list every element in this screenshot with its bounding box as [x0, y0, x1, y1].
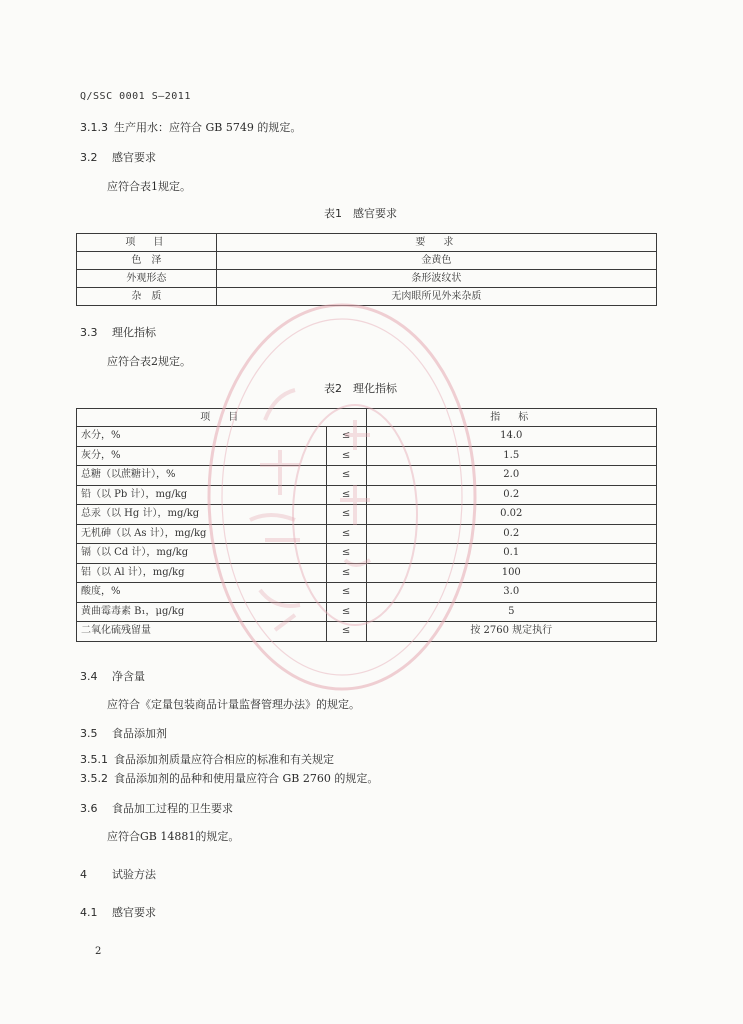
- table-cell: 铅（以 Pb 计），mg/kg: [77, 485, 327, 505]
- table1-caption: 表1 感官要求: [324, 207, 397, 220]
- table-row: [77, 288, 657, 306]
- clause-heading: 食品加工过程的卫生要求: [112, 802, 233, 815]
- table-cell: 外观形态: [77, 270, 217, 288]
- clause-text: 食品添加剂质量应符合相应的标准和有关规定: [114, 753, 334, 766]
- clause-number: 3.2: [80, 151, 98, 164]
- table-cell: 2.0: [366, 466, 656, 486]
- clause-3-1-3: [80, 121, 301, 135]
- clause-heading: 理化指标: [112, 326, 156, 339]
- clause-3-4-body: 应符合《定量包装商品计量监督管理办法》的规定。: [107, 698, 360, 711]
- clause-number: 3.5.1: [80, 753, 108, 766]
- table-row: [77, 563, 657, 583]
- table-cell: 14.0: [366, 427, 656, 447]
- physicochemical-table: [76, 408, 657, 642]
- table-row: [77, 583, 657, 603]
- clause-number: 3.3: [80, 326, 98, 339]
- table-cell: 灰分，%: [77, 446, 327, 466]
- clause-3-2-body: 应符合表1规定。: [107, 180, 191, 193]
- clause-heading: 试验方法: [112, 868, 156, 881]
- table-row: [77, 446, 657, 466]
- table-header-cell: 项 目: [77, 234, 217, 252]
- clause-heading: 感官要求: [112, 906, 156, 919]
- table-cell: 铝（以 Al 计），mg/kg: [77, 563, 327, 583]
- table-cell: 按 2760 规定执行: [366, 622, 656, 642]
- table-header-row: [77, 409, 657, 427]
- clause-3-3-heading: [80, 326, 156, 340]
- table-cell: ≤: [326, 427, 366, 447]
- table-cell: ≤: [326, 563, 366, 583]
- table-header-cell: 要 求: [216, 234, 656, 252]
- clause-number: 3.6: [80, 802, 98, 815]
- table-cell: 1.5: [366, 446, 656, 466]
- clause-number: 3.4: [80, 670, 98, 683]
- clause-3-6-body: 应符合GB 14881的规定。: [107, 830, 240, 843]
- table-cell: 3.0: [366, 583, 656, 603]
- table-cell: 色 泽: [77, 252, 217, 270]
- table-header-cell: 项 目: [77, 409, 367, 427]
- table-cell: 水分，%: [77, 427, 327, 447]
- clause-heading: 食品添加剂: [112, 727, 167, 740]
- table-cell: 100: [366, 563, 656, 583]
- table-cell: ≤: [326, 602, 366, 622]
- table-row: [77, 427, 657, 447]
- table-row: [77, 544, 657, 564]
- table-cell: ≤: [326, 622, 366, 642]
- table-row: [77, 505, 657, 525]
- clause-3-4-heading: [80, 670, 145, 684]
- table2-caption: 表2 理化指标: [324, 382, 397, 395]
- table-cell: ≤: [326, 544, 366, 564]
- clause-text: 生产用水：应符合 GB 5749 的规定。: [114, 121, 302, 134]
- clause-4-1-heading: [80, 906, 156, 920]
- page-number: 2: [95, 946, 102, 957]
- table-header-cell: 指 标: [366, 409, 656, 427]
- table-cell: 无肉眼所见外来杂质: [216, 288, 656, 306]
- table-cell: 杂 质: [77, 288, 217, 306]
- table-cell: ≤: [326, 485, 366, 505]
- table-cell: ≤: [326, 446, 366, 466]
- clause-heading: 净含量: [112, 670, 145, 683]
- clause-number: 4.1: [80, 906, 98, 919]
- clause-3-5-1: [80, 753, 334, 767]
- table-row: [77, 466, 657, 486]
- table-cell: 总汞（以 Hg 计），mg/kg: [77, 505, 327, 525]
- table-cell: 总糖（以蔗糖计），%: [77, 466, 327, 486]
- clause-3-5-2: [80, 772, 378, 786]
- table-cell: 5: [366, 602, 656, 622]
- clause-number: 3.5: [80, 727, 98, 740]
- table-cell: 黄曲霉毒素 B₁，μg/kg: [77, 602, 327, 622]
- standard-code: Q/SSC 0001 S—2011: [80, 91, 191, 102]
- clause-3-3-body: 应符合表2规定。: [107, 355, 191, 368]
- table-row: [77, 252, 657, 270]
- table-cell: 0.1: [366, 544, 656, 564]
- clause-number: 3.1.3: [80, 121, 108, 134]
- table-header-row: [77, 234, 657, 252]
- table-cell: 0.02: [366, 505, 656, 525]
- table-cell: 二氧化硫残留量: [77, 622, 327, 642]
- table-row: [77, 270, 657, 288]
- clause-number: 3.5.2: [80, 772, 108, 785]
- table-row: [77, 485, 657, 505]
- table-cell: ≤: [326, 466, 366, 486]
- clause-4-heading: [80, 868, 156, 882]
- table-row: [77, 602, 657, 622]
- table-cell: 无机砷（以 As 计），mg/kg: [77, 524, 327, 544]
- clause-number: 4: [80, 868, 87, 881]
- table-cell: 条形波纹状: [216, 270, 656, 288]
- table-cell: 0.2: [366, 485, 656, 505]
- sensory-requirements-table: [76, 233, 657, 306]
- table-cell: ≤: [326, 505, 366, 525]
- clause-heading: 感官要求: [112, 151, 156, 164]
- clause-text: 食品添加剂的品种和使用量应符合 GB 2760 的规定。: [114, 772, 379, 785]
- table-cell: ≤: [326, 583, 366, 603]
- clause-3-2-heading: [80, 151, 156, 165]
- table-cell: 镉（以 Cd 计），mg/kg: [77, 544, 327, 564]
- table-cell: 酸度，%: [77, 583, 327, 603]
- clause-3-5-heading: [80, 727, 167, 741]
- table-cell: 金黄色: [216, 252, 656, 270]
- table-row: [77, 622, 657, 642]
- table-cell: ≤: [326, 524, 366, 544]
- clause-3-6-heading: [80, 802, 233, 816]
- table-row: [77, 524, 657, 544]
- table-cell: 0.2: [366, 524, 656, 544]
